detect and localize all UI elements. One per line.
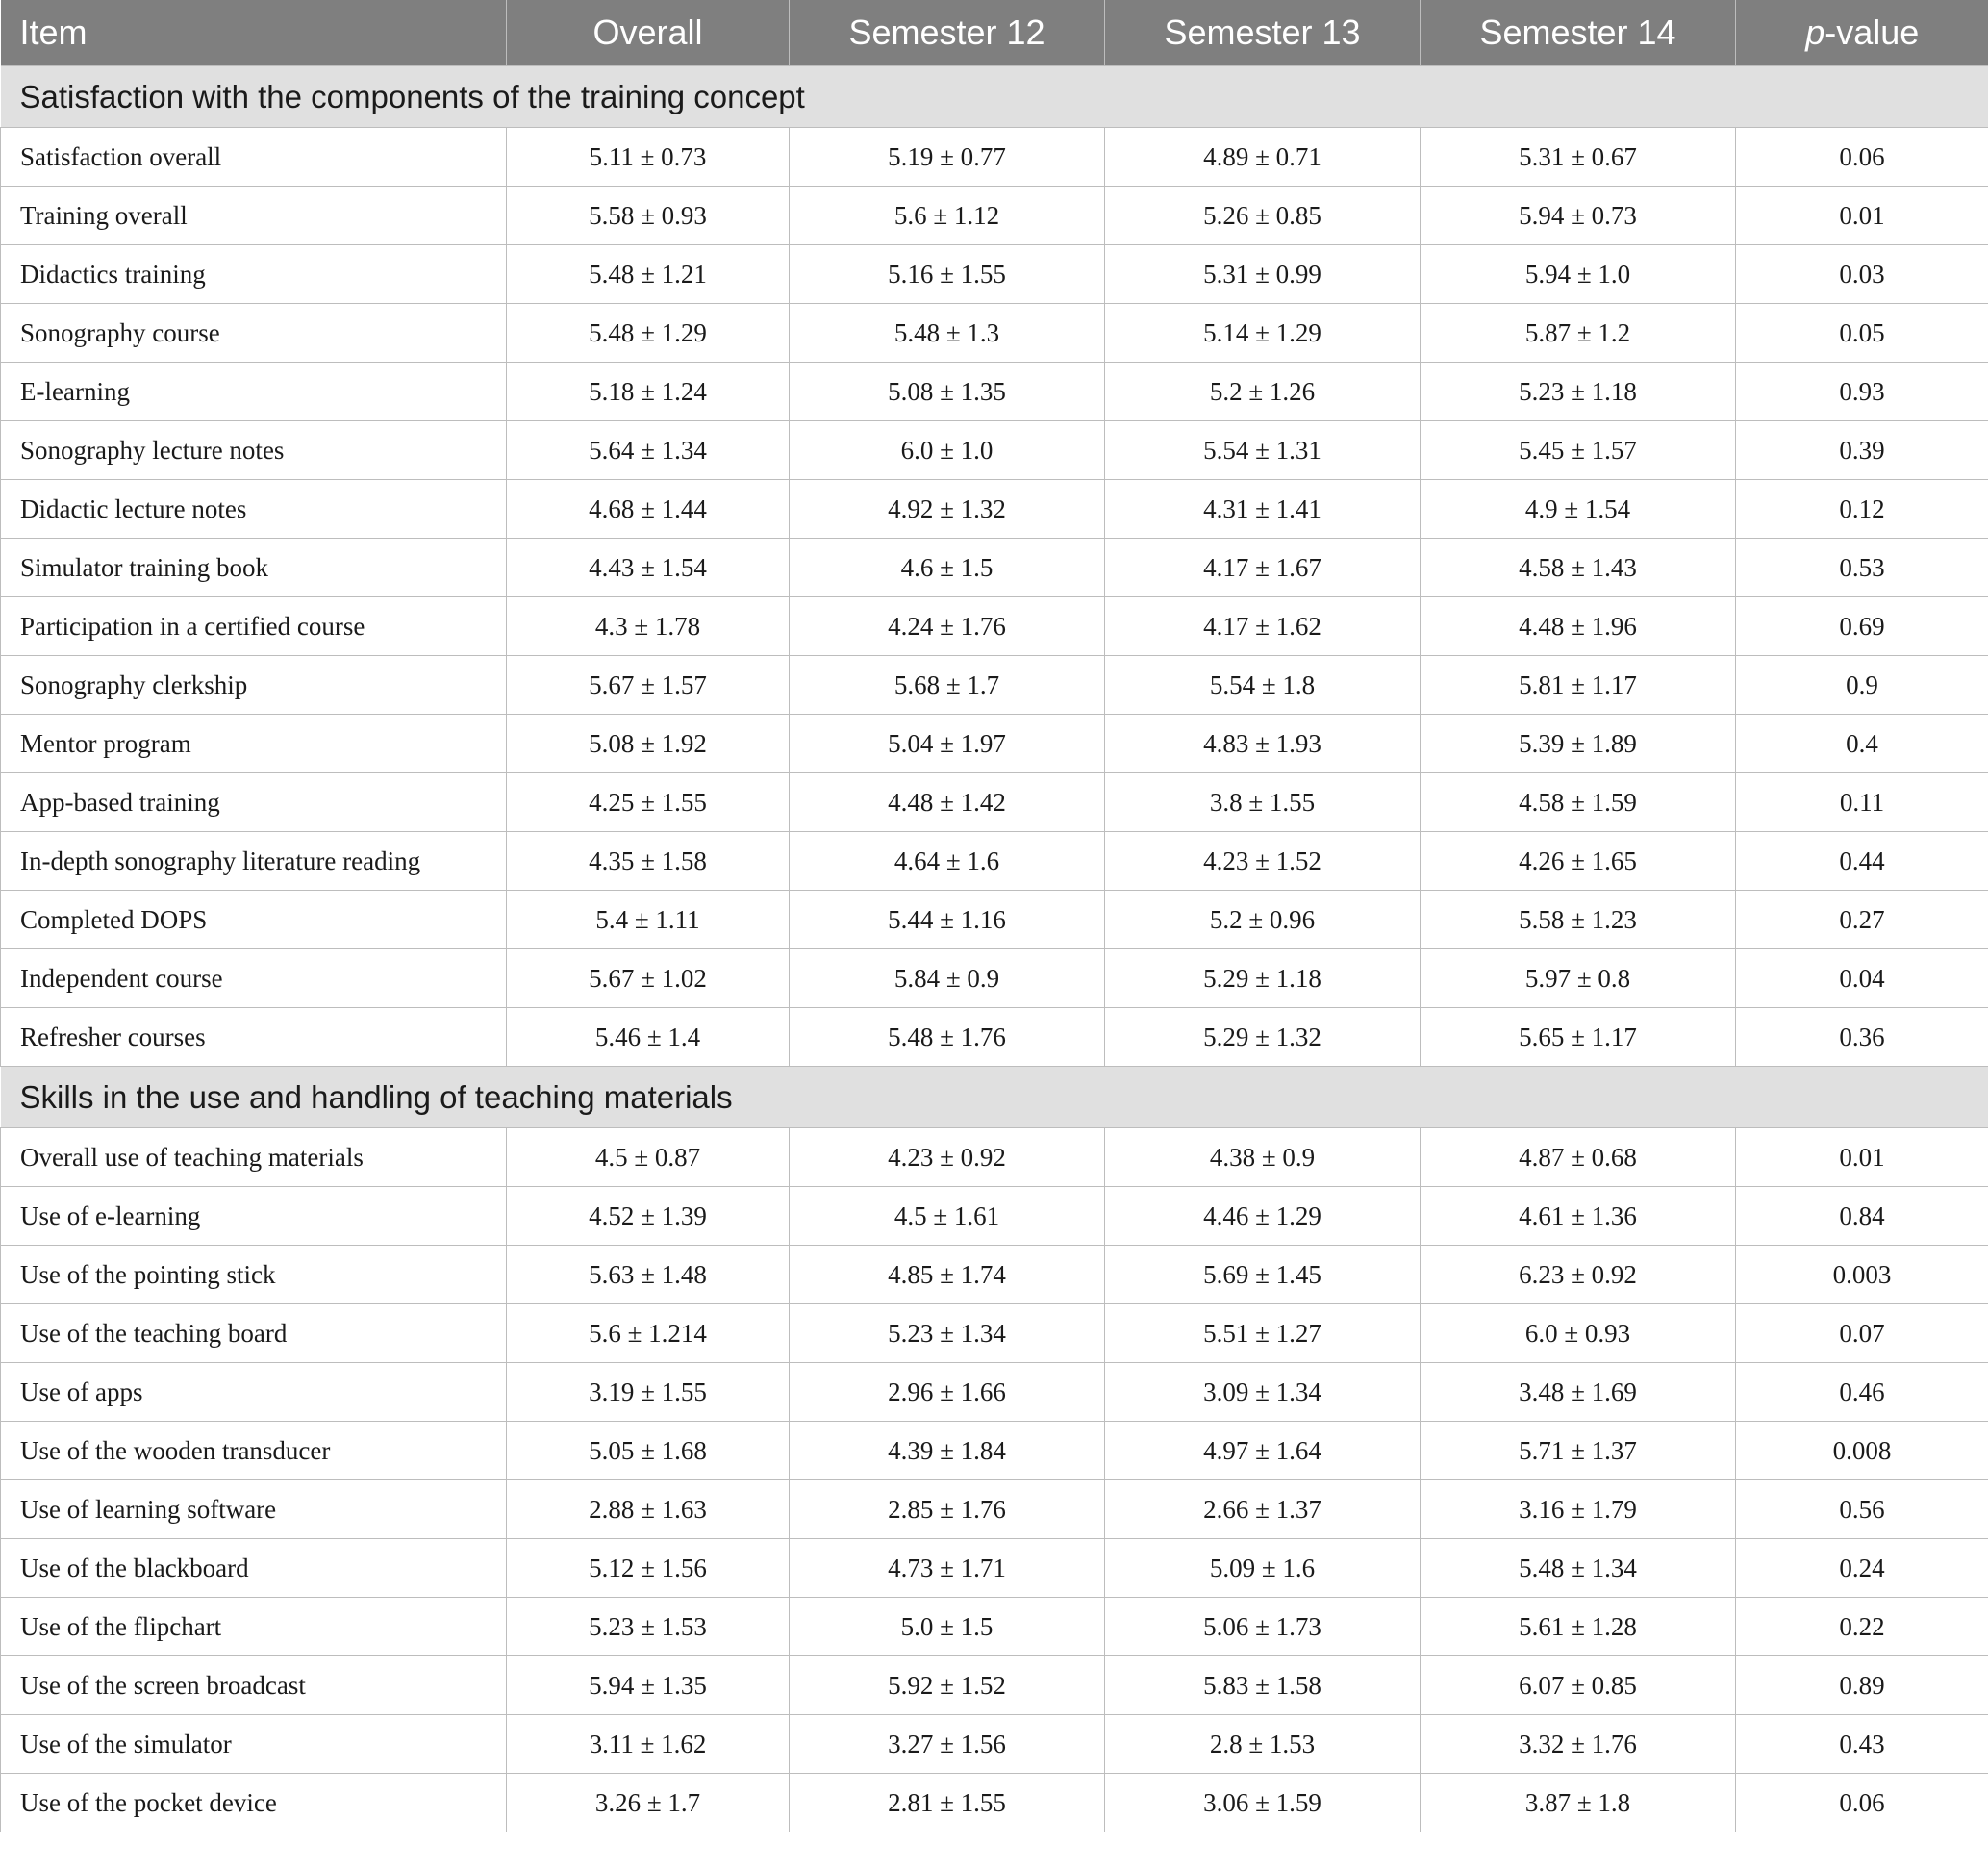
cell-item: Use of the flipchart	[1, 1598, 507, 1656]
cell-overall: 5.63 ± 1.48	[507, 1246, 790, 1304]
cell-overall: 5.67 ± 1.57	[507, 656, 790, 715]
cell-p-value: 0.01	[1736, 187, 1988, 245]
cell-item: Independent course	[1, 949, 507, 1008]
cell-semester-12: 2.85 ± 1.76	[790, 1480, 1105, 1539]
table-row	[1, 773, 1988, 832]
cell-p-value: 0.07	[1736, 1304, 1988, 1363]
cell-semester-12: 4.48 ± 1.42	[790, 773, 1105, 832]
cell-semester-14: 5.39 ± 1.89	[1421, 715, 1736, 773]
cell-semester-14: 3.16 ± 1.79	[1421, 1480, 1736, 1539]
cell-semester-13: 4.97 ± 1.64	[1105, 1422, 1421, 1480]
cell-semester-12: 4.5 ± 1.61	[790, 1187, 1105, 1246]
cell-overall: 3.26 ± 1.7	[507, 1774, 790, 1832]
cell-p-value: 0.36	[1736, 1008, 1988, 1067]
cell-semester-12: 4.73 ± 1.71	[790, 1539, 1105, 1598]
cell-semester-12: 5.48 ± 1.3	[790, 304, 1105, 363]
cell-overall: 5.46 ± 1.4	[507, 1008, 790, 1067]
cell-semester-12: 4.6 ± 1.5	[790, 539, 1105, 597]
cell-item: Training overall	[1, 187, 507, 245]
cell-overall: 5.67 ± 1.02	[507, 949, 790, 1008]
cell-semester-14: 5.94 ± 0.73	[1421, 187, 1736, 245]
cell-semester-14: 4.48 ± 1.96	[1421, 597, 1736, 656]
table-row	[1, 891, 1988, 949]
cell-semester-14: 5.61 ± 1.28	[1421, 1598, 1736, 1656]
cell-semester-12: 4.64 ± 1.6	[790, 832, 1105, 891]
cell-semester-13: 5.83 ± 1.58	[1105, 1656, 1421, 1715]
cell-semester-12: 5.04 ± 1.97	[790, 715, 1105, 773]
cell-semester-12: 5.19 ± 0.77	[790, 128, 1105, 187]
cell-p-value: 0.56	[1736, 1480, 1988, 1539]
cell-p-value: 0.9	[1736, 656, 1988, 715]
cell-p-value: 0.89	[1736, 1656, 1988, 1715]
cell-semester-13: 5.14 ± 1.29	[1105, 304, 1421, 363]
cell-semester-13: 5.31 ± 0.99	[1105, 245, 1421, 304]
cell-semester-14: 6.0 ± 0.93	[1421, 1304, 1736, 1363]
cell-semester-12: 5.68 ± 1.7	[790, 656, 1105, 715]
header-overall: Overall	[507, 0, 790, 66]
cell-semester-13: 5.2 ± 1.26	[1105, 363, 1421, 421]
cell-semester-12: 5.6 ± 1.12	[790, 187, 1105, 245]
cell-semester-14: 5.97 ± 0.8	[1421, 949, 1736, 1008]
cell-semester-13: 4.17 ± 1.67	[1105, 539, 1421, 597]
cell-item: Use of the blackboard	[1, 1539, 507, 1598]
cell-overall: 5.94 ± 1.35	[507, 1656, 790, 1715]
table-row	[1, 1715, 1988, 1774]
cell-semester-12: 4.39 ± 1.84	[790, 1422, 1105, 1480]
cell-overall: 4.52 ± 1.39	[507, 1187, 790, 1246]
cell-semester-12: 5.44 ± 1.16	[790, 891, 1105, 949]
header-p-letter: p	[1805, 13, 1825, 52]
cell-semester-12: 3.27 ± 1.56	[790, 1715, 1105, 1774]
cell-overall: 3.11 ± 1.62	[507, 1715, 790, 1774]
cell-semester-14: 3.32 ± 1.76	[1421, 1715, 1736, 1774]
table-row	[1, 1656, 1988, 1715]
cell-overall: 5.48 ± 1.29	[507, 304, 790, 363]
table-row	[1, 539, 1988, 597]
cell-item: E-learning	[1, 363, 507, 421]
cell-semester-13: 5.29 ± 1.32	[1105, 1008, 1421, 1067]
cell-semester-12: 5.16 ± 1.55	[790, 245, 1105, 304]
cell-semester-14: 3.48 ± 1.69	[1421, 1363, 1736, 1422]
header-p-suffix: -value	[1824, 13, 1920, 52]
cell-item: Use of learning software	[1, 1480, 507, 1539]
cell-item: In-depth sonography literature reading	[1, 832, 507, 891]
cell-item: Satisfaction overall	[1, 128, 507, 187]
cell-semester-12: 5.92 ± 1.52	[790, 1656, 1105, 1715]
table-row	[1, 245, 1988, 304]
cell-p-value: 0.06	[1736, 1774, 1988, 1832]
cell-p-value: 0.39	[1736, 421, 1988, 480]
cell-semester-14: 5.71 ± 1.37	[1421, 1422, 1736, 1480]
cell-semester-12: 2.81 ± 1.55	[790, 1774, 1105, 1832]
table-row	[1, 304, 1988, 363]
cell-semester-13: 4.31 ± 1.41	[1105, 480, 1421, 539]
cell-semester-13: 4.38 ± 0.9	[1105, 1128, 1421, 1187]
cell-semester-14: 5.81 ± 1.17	[1421, 656, 1736, 715]
table-row	[1, 656, 1988, 715]
cell-semester-13: 5.26 ± 0.85	[1105, 187, 1421, 245]
cell-semester-13: 4.17 ± 1.62	[1105, 597, 1421, 656]
table-row	[1, 949, 1988, 1008]
cell-semester-13: 3.06 ± 1.59	[1105, 1774, 1421, 1832]
table-row	[1, 1187, 1988, 1246]
cell-overall: 4.5 ± 0.87	[507, 1128, 790, 1187]
cell-overall: 5.11 ± 0.73	[507, 128, 790, 187]
cell-overall: 5.4 ± 1.11	[507, 891, 790, 949]
table-row	[1, 1246, 1988, 1304]
cell-p-value: 0.06	[1736, 128, 1988, 187]
cell-overall: 5.12 ± 1.56	[507, 1539, 790, 1598]
table-row	[1, 1422, 1988, 1480]
cell-item: Sonography clerkship	[1, 656, 507, 715]
cell-p-value: 0.11	[1736, 773, 1988, 832]
cell-semester-12: 6.0 ± 1.0	[790, 421, 1105, 480]
cell-item: Use of e-learning	[1, 1187, 507, 1246]
cell-semester-14: 4.9 ± 1.54	[1421, 480, 1736, 539]
cell-semester-14: 5.87 ± 1.2	[1421, 304, 1736, 363]
table-row	[1, 1539, 1988, 1598]
cell-overall: 5.64 ± 1.34	[507, 421, 790, 480]
table-row	[1, 832, 1988, 891]
cell-semester-14: 4.58 ± 1.59	[1421, 773, 1736, 832]
table-row	[1, 1304, 1988, 1363]
cell-semester-12: 5.84 ± 0.9	[790, 949, 1105, 1008]
cell-semester-14: 6.07 ± 0.85	[1421, 1656, 1736, 1715]
cell-overall: 4.43 ± 1.54	[507, 539, 790, 597]
table-row	[1, 1774, 1988, 1832]
table-row	[1, 597, 1988, 656]
header-p-value	[1736, 0, 1988, 66]
cell-p-value: 0.27	[1736, 891, 1988, 949]
cell-semester-14: 5.58 ± 1.23	[1421, 891, 1736, 949]
cell-item: Simulator training book	[1, 539, 507, 597]
cell-overall: 5.08 ± 1.92	[507, 715, 790, 773]
cell-overall: 4.35 ± 1.58	[507, 832, 790, 891]
header-semester-12: Semester 12	[790, 0, 1105, 66]
cell-p-value: 0.008	[1736, 1422, 1988, 1480]
cell-p-value: 0.01	[1736, 1128, 1988, 1187]
cell-p-value: 0.46	[1736, 1363, 1988, 1422]
cell-p-value: 0.12	[1736, 480, 1988, 539]
cell-semester-13: 5.2 ± 0.96	[1105, 891, 1421, 949]
cell-item: Didactics training	[1, 245, 507, 304]
cell-item: Use of the pocket device	[1, 1774, 507, 1832]
table-body	[1, 66, 1988, 1832]
cell-overall: 3.19 ± 1.55	[507, 1363, 790, 1422]
cell-semester-12: 4.92 ± 1.32	[790, 480, 1105, 539]
section-title: Skills in the use and handling of teaching materials	[1, 1067, 1988, 1128]
cell-overall: 5.23 ± 1.53	[507, 1598, 790, 1656]
cell-item: App-based training	[1, 773, 507, 832]
cell-semester-13: 2.8 ± 1.53	[1105, 1715, 1421, 1774]
header-item: Item	[1, 0, 507, 66]
cell-item: Participation in a certified course	[1, 597, 507, 656]
cell-semester-12: 5.23 ± 1.34	[790, 1304, 1105, 1363]
table-row	[1, 1480, 1988, 1539]
cell-semester-12: 5.48 ± 1.76	[790, 1008, 1105, 1067]
cell-item: Use of the screen broadcast	[1, 1656, 507, 1715]
cell-semester-13: 5.29 ± 1.18	[1105, 949, 1421, 1008]
table-row	[1, 715, 1988, 773]
cell-semester-14: 4.61 ± 1.36	[1421, 1187, 1736, 1246]
cell-semester-13: 5.06 ± 1.73	[1105, 1598, 1421, 1656]
cell-semester-12: 5.0 ± 1.5	[790, 1598, 1105, 1656]
cell-semester-13: 5.69 ± 1.45	[1105, 1246, 1421, 1304]
cell-item: Use of the teaching board	[1, 1304, 507, 1363]
cell-p-value: 0.03	[1736, 245, 1988, 304]
cell-semester-12: 5.08 ± 1.35	[790, 363, 1105, 421]
cell-p-value: 0.22	[1736, 1598, 1988, 1656]
cell-semester-14: 4.58 ± 1.43	[1421, 539, 1736, 597]
cell-semester-13: 4.83 ± 1.93	[1105, 715, 1421, 773]
cell-item: Use of the wooden transducer	[1, 1422, 507, 1480]
cell-p-value: 0.24	[1736, 1539, 1988, 1598]
cell-overall: 4.25 ± 1.55	[507, 773, 790, 832]
cell-semester-13: 2.66 ± 1.37	[1105, 1480, 1421, 1539]
section-title: Satisfaction with the components of the training concept	[1, 66, 1988, 128]
table-row	[1, 1128, 1988, 1187]
cell-item: Refresher courses	[1, 1008, 507, 1067]
cell-semester-12: 4.85 ± 1.74	[790, 1246, 1105, 1304]
cell-semester-13: 5.54 ± 1.8	[1105, 656, 1421, 715]
cell-overall: 5.05 ± 1.68	[507, 1422, 790, 1480]
cell-item: Use of the simulator	[1, 1715, 507, 1774]
cell-semester-13: 4.89 ± 0.71	[1105, 128, 1421, 187]
cell-item: Mentor program	[1, 715, 507, 773]
header-semester-14: Semester 14	[1421, 0, 1736, 66]
cell-semester-14: 5.48 ± 1.34	[1421, 1539, 1736, 1598]
cell-item: Sonography course	[1, 304, 507, 363]
cell-semester-13: 3.09 ± 1.34	[1105, 1363, 1421, 1422]
cell-semester-14: 5.31 ± 0.67	[1421, 128, 1736, 187]
cell-semester-13: 4.23 ± 1.52	[1105, 832, 1421, 891]
table-row	[1, 128, 1988, 187]
section-header-row	[1, 66, 1988, 128]
cell-semester-14: 5.23 ± 1.18	[1421, 363, 1736, 421]
cell-semester-12: 4.24 ± 1.76	[790, 597, 1105, 656]
cell-p-value: 0.05	[1736, 304, 1988, 363]
header-semester-13: Semester 13	[1105, 0, 1421, 66]
cell-semester-13: 5.51 ± 1.27	[1105, 1304, 1421, 1363]
cell-p-value: 0.53	[1736, 539, 1988, 597]
table-row	[1, 187, 1988, 245]
cell-semester-13: 5.54 ± 1.31	[1105, 421, 1421, 480]
table-row	[1, 421, 1988, 480]
cell-overall: 5.48 ± 1.21	[507, 245, 790, 304]
cell-semester-14: 5.94 ± 1.0	[1421, 245, 1736, 304]
cell-p-value: 0.93	[1736, 363, 1988, 421]
cell-p-value: 0.84	[1736, 1187, 1988, 1246]
cell-p-value: 0.69	[1736, 597, 1988, 656]
cell-p-value: 0.44	[1736, 832, 1988, 891]
cell-overall: 5.6 ± 1.214	[507, 1304, 790, 1363]
cell-item: Overall use of teaching materials	[1, 1128, 507, 1187]
cell-p-value: 0.43	[1736, 1715, 1988, 1774]
table-row	[1, 1008, 1988, 1067]
cell-semester-14: 5.45 ± 1.57	[1421, 421, 1736, 480]
cell-p-value: 0.04	[1736, 949, 1988, 1008]
cell-overall: 5.58 ± 0.93	[507, 187, 790, 245]
cell-p-value: 0.003	[1736, 1246, 1988, 1304]
table-row	[1, 1598, 1988, 1656]
cell-semester-14: 3.87 ± 1.8	[1421, 1774, 1736, 1832]
cell-overall: 4.68 ± 1.44	[507, 480, 790, 539]
cell-item: Use of the pointing stick	[1, 1246, 507, 1304]
table-row	[1, 363, 1988, 421]
section-header-row	[1, 1067, 1988, 1128]
cell-p-value: 0.4	[1736, 715, 1988, 773]
cell-semester-12: 2.96 ± 1.66	[790, 1363, 1105, 1422]
table-header	[1, 0, 1988, 66]
cell-semester-14: 6.23 ± 0.92	[1421, 1246, 1736, 1304]
cell-semester-13: 4.46 ± 1.29	[1105, 1187, 1421, 1246]
cell-overall: 4.3 ± 1.78	[507, 597, 790, 656]
cell-semester-14: 4.26 ± 1.65	[1421, 832, 1736, 891]
cell-overall: 5.18 ± 1.24	[507, 363, 790, 421]
table-row	[1, 1363, 1988, 1422]
cell-semester-14: 4.87 ± 0.68	[1421, 1128, 1736, 1187]
cell-item: Completed DOPS	[1, 891, 507, 949]
cell-overall: 2.88 ± 1.63	[507, 1480, 790, 1539]
cell-item: Sonography lecture notes	[1, 421, 507, 480]
cell-item: Didactic lecture notes	[1, 480, 507, 539]
table-row	[1, 480, 1988, 539]
cell-semester-13: 3.8 ± 1.55	[1105, 773, 1421, 832]
cell-item: Use of apps	[1, 1363, 507, 1422]
cell-semester-12: 4.23 ± 0.92	[790, 1128, 1105, 1187]
cell-semester-14: 5.65 ± 1.17	[1421, 1008, 1736, 1067]
cell-semester-13: 5.09 ± 1.6	[1105, 1539, 1421, 1598]
